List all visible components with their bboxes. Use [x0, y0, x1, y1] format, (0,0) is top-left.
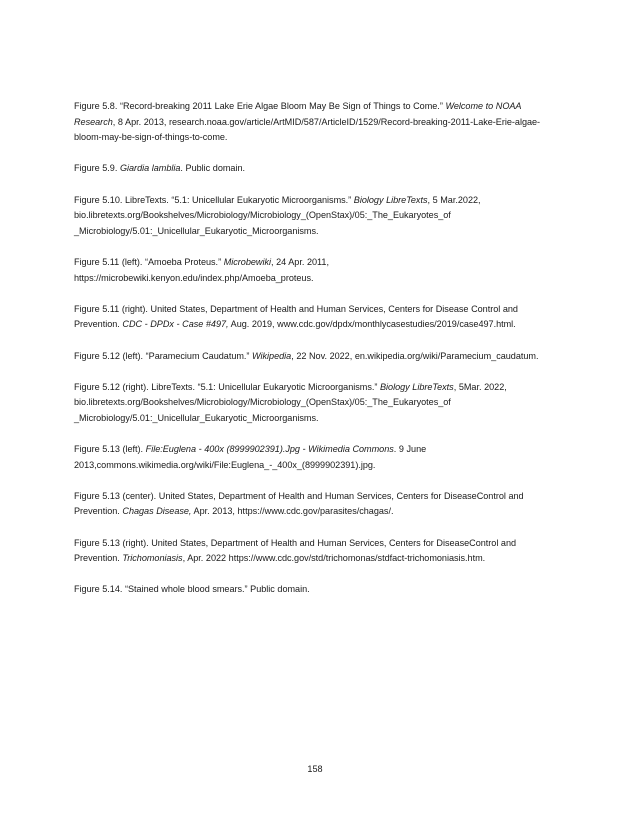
citation-text: Figure 5.14. “Stained whole blood smears.” Public domain. [74, 584, 310, 595]
citation-text: Figure 5.8. “Record-breaking 2011 Lake Erie Algae Bloom May Be Sign of Things to Come.” [74, 101, 446, 111]
citation-entry [74, 255, 560, 286]
citation-entry [74, 536, 560, 567]
citation-text: , 22 Nov. 2022, en.wikipedia.org/wiki/Paramecium_caudatum. [291, 350, 539, 361]
citation-text: Figure 5.13 (center). United States, Department of Health and Human Services, Centers for DiseaseControl and Prevention. [74, 490, 524, 517]
citation-text: , 8 Apr. 2013, research.noaa.gov/article/ArtMID/587/ArticleID/1529/Record-breaking-2011-Lake-Erie-algae-bloom-may-be-sign-of-things-to-come. [74, 116, 541, 143]
citation-entry [74, 380, 560, 427]
citation-entry [74, 99, 560, 146]
citation-text: Figure 5.13 (left). [74, 444, 146, 455]
citation-source-title: File:Euglena - 400x (8999902391).Jpg - Wikimedia Commons [145, 444, 394, 455]
citation-source-title: Giardia lamblia [119, 163, 181, 174]
citation-text: , Apr. 2022 https://www.cdc.gov/std/trichomonas/stdfact-trichomoniasis.htm. [182, 553, 486, 564]
citation-source-title: Chagas Disease, [122, 506, 192, 517]
citation-text: Aug. 2019, www.cdc.gov/dpdx/monthlycasestudies/2019/case497.html. [228, 319, 516, 330]
citation-text: Figure 5.12 (right). LibreTexts. “5.1: Unicellular Eukaryotic Microorganisms.” [74, 381, 380, 392]
citation-text: , 24 Apr. 2011, https://microbewiki.kenyon.edu/index.php/Amoeba_proteus. [74, 256, 329, 283]
citation-source-title: Wikipedia [252, 350, 292, 361]
citation-text: , 5Mar. 2022, bio.libretexts.org/Bookshelves/Microbiology/Microbiology_(OpenStax)/05:_The_Eukaryotes_of _Microbiology/5.01:_Unicellular_Eukaryotic_Microorganisms. [74, 381, 507, 423]
citation-text: Figure 5.11 (left). “Amoeba Proteus.” [74, 256, 224, 267]
citation-source-title: Microbewiki [223, 256, 271, 267]
citation-text: . Public domain. [180, 163, 246, 174]
citation-source-title: Welcome to NOAA Research [74, 101, 522, 127]
citation-text: Figure 5.9. [74, 163, 120, 174]
citation-source-title: Biology LibreTexts [380, 381, 454, 392]
citation-text: Apr. 2013, https://www.cdc.gov/parasites/chagas/. [191, 506, 394, 517]
citation-entry [74, 442, 560, 473]
citation-text: Figure 5.13 (right). United States, Department of Health and Human Services, Centers for DiseaseControl and Prevention. [74, 537, 517, 564]
citation-entry [74, 349, 560, 365]
citation-entry [74, 489, 560, 520]
citation-text: , 5 Mar.2022, bio.libretexts.org/Bookshelves/Microbiology/Microbiology_(OpenStax)/05:_The_Eukaryotes_of _Microbiology/5.01:_Unicellular_Eukaryotic_Microorganisms. [74, 194, 481, 236]
citation-entry [74, 582, 560, 598]
citation-source-title: CDC - DPDx - Case #497, [122, 319, 229, 330]
citation-entry [74, 193, 560, 240]
page-number: 158 [307, 764, 323, 774]
citation-source-title: Biology LibreTexts [353, 194, 428, 205]
citation-entry [74, 302, 560, 333]
figure-credits-list [74, 99, 560, 598]
citation-text: Figure 5.10. LibreTexts. “5.1: Unicellular Eukaryotic Microorganisms.” [74, 194, 354, 205]
citation-source-title: Trichomoniasis [122, 553, 183, 564]
citation-text: Figure 5.11 (right). United States, Department of Health and Human Services, Centers for Disease Control and Prevention. [74, 303, 518, 330]
citation-text: . 9 June 2013,commons.wikimedia.org/wiki/File:Euglena_-_400x_(8999902391).jpg. [74, 444, 427, 470]
citation-entry [74, 161, 560, 177]
citation-text: Figure 5.12 (left). “Paramecium Caudatum.” [74, 350, 253, 361]
